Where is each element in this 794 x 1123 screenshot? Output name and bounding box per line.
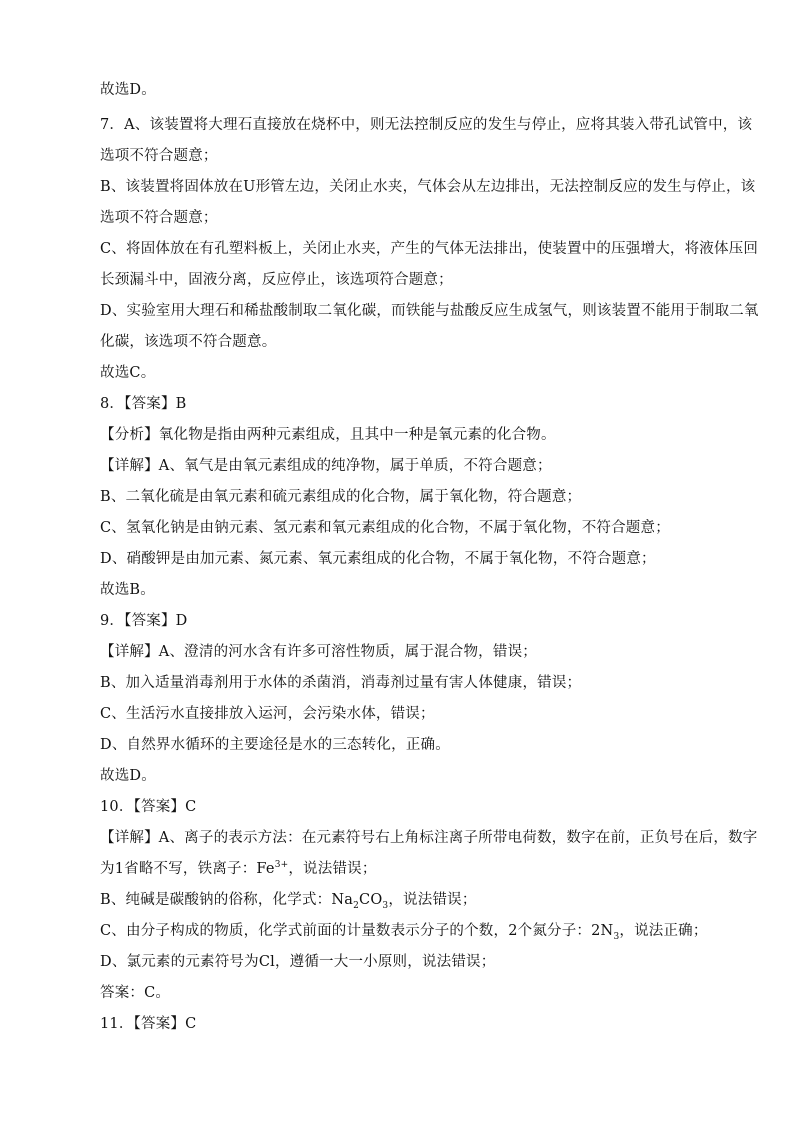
text-line: C、氢氧化钠是由钠元素、氢元素和氧元素组成的化合物，不属于氧化物，不符合题意；: [100, 520, 670, 536]
text-line: 答案：C。: [100, 985, 171, 1001]
text-line: 【详解】A、氧气是由氧元素组成的纯净物，属于单质，不符合题意；: [100, 458, 552, 474]
text-line: B、二氧化硫是由氧元素和硫元素组成的化合物，属于氧化物，符合题意；: [100, 489, 582, 505]
text-line: 长颈漏斗中，固液分离，反应停止，该选项符合题意；: [100, 272, 453, 288]
text-fragment: ，说法错误；: [288, 861, 377, 877]
text-line: 化碳，该选项不符合题意。: [100, 334, 277, 350]
text-line: C、将固体放在有孔塑料板上，关闭止水夹，产生的气体无法排出，使装置中的压强增大，将液体压回: [100, 241, 759, 257]
text-line: 故选C。: [100, 365, 156, 381]
answer-heading: 8．【答案】B: [100, 396, 187, 412]
text-fragment: ，说法错误；: [388, 892, 477, 908]
text-line: D、自然界水循环的主要途径是水的三态转化，正确。: [100, 737, 450, 753]
text-line: D、硝酸钾是由加元素、氮元素、氧元素组成的化合物，不属于氧化物，不符合题意；: [100, 551, 656, 567]
text-line: 【分析】氧化物是指由两种元素组成，且其中一种是氧元素的化合物。: [100, 427, 556, 443]
text-line: B、加入适量消毒剂用于水体的杀菌消，消毒剂过量有害人体健康，错误；: [100, 675, 582, 691]
text-line-nitrogen: [100, 921, 708, 941]
text-line: 【详解】A、澄清的河水含有许多可溶性物质，属于混合物，错误；: [100, 644, 537, 660]
text-line: 选项不符合题意；: [100, 210, 218, 226]
text-line: 故选B。: [100, 582, 155, 598]
text-line: 【详解】A、离子的表示方法：在元素符号右上角标注离子所带电荷数，数字在前，正负号在后，数字: [100, 830, 758, 846]
text-fragment: 为1省略不写，铁离子：Fe: [100, 861, 275, 877]
subscript: 3: [382, 900, 389, 911]
text-fragment: B、纯碱是碳酸钠的俗称，化学式：Na: [100, 892, 354, 908]
text-line: D、实验室用大理石和稀盐酸制取二氧化碳，而铁能与盐酸反应生成氢气，则该装置不能用于制取二氧: [100, 303, 759, 319]
text-line: 选项不符合题意；: [100, 148, 218, 164]
text-line: B、该装置将固体放在U形管左边，关闭止水夹，气体会从左边排出，无法控制反应的发生与停止，该: [100, 179, 756, 195]
answer-heading: 9．【答案】D: [100, 613, 188, 629]
answer-heading: 11．【答案】C: [100, 1016, 197, 1032]
charge-superscript: 3+: [274, 860, 289, 871]
subscript: 2: [353, 900, 360, 911]
text-line: C、生活污水直接排放入运河，会污染水体，错误；: [100, 706, 435, 722]
text-fragment: C、由分子构成的物质，化学式前面的计量数表示分子的个数，2个氮分子：2N: [100, 923, 614, 939]
text-line: 故选D。: [100, 768, 156, 784]
text-line: 7．A、该装置将大理石直接放在烧杯中，则无法控制反应的发生与停止，应将其装入带孔试管中，该: [100, 117, 753, 133]
text-fragment: ，说法正确；: [619, 923, 708, 939]
text-line: D、氯元素的元素符号为Cl，遵循一大一小原则，说法错误；: [100, 954, 496, 970]
text-line: 故选D。: [100, 82, 156, 98]
text-fragment: CO: [359, 892, 383, 908]
text-line-fe-ion: [100, 859, 377, 879]
text-line-soda-formula: [100, 890, 477, 910]
answer-heading: 10．【答案】C: [100, 799, 197, 815]
subscript: 3: [613, 931, 620, 942]
